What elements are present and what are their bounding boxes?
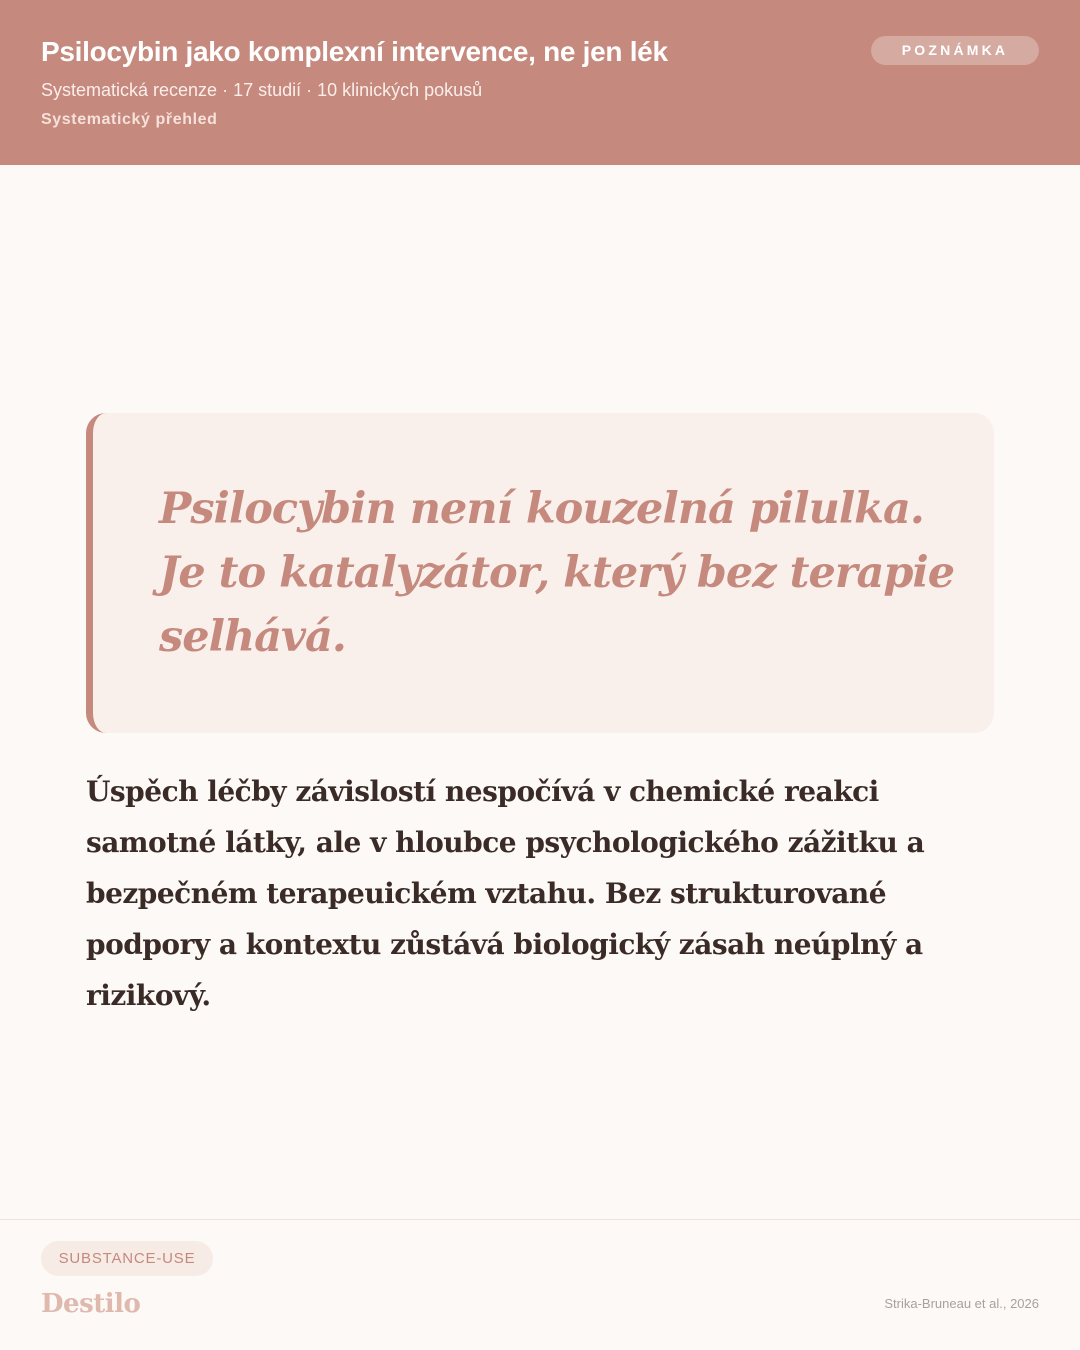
header-banner — [0, 0, 1080, 165]
footer-divider — [0, 1219, 1080, 1220]
page-subtitle: Systematická recenze · 17 studií · 10 klinických pokusů — [41, 80, 483, 100]
brand-logo: Destilo — [41, 1289, 141, 1319]
citation-text: Strika-Bruneau et al., 2026 — [884, 1296, 1039, 1311]
pull-quote-card — [86, 413, 994, 733]
body-paragraph: Úspěch léčby závislostí nespočívá v chemické reakci samotné látky, ale v hloubce psychologického zážitku a bezpečném terapeuickém vztahu. Bez strukturované podpory a kontextu zůstává biologický zásah neúplný a rizikový. — [86, 775, 925, 1012]
pull-quote-text: Psilocybin není kouzelná pilulka. Je to katalyzátor, který bez terapie selhává. — [159, 484, 955, 662]
note-badge: POZNÁMKA — [871, 36, 1039, 65]
page-title: Psilocybin jako komplexní intervence, ne jen lék — [41, 36, 668, 67]
topic-tag: SUBSTANCE-USE — [41, 1241, 213, 1276]
category-label: Systematický přehled — [41, 111, 218, 128]
